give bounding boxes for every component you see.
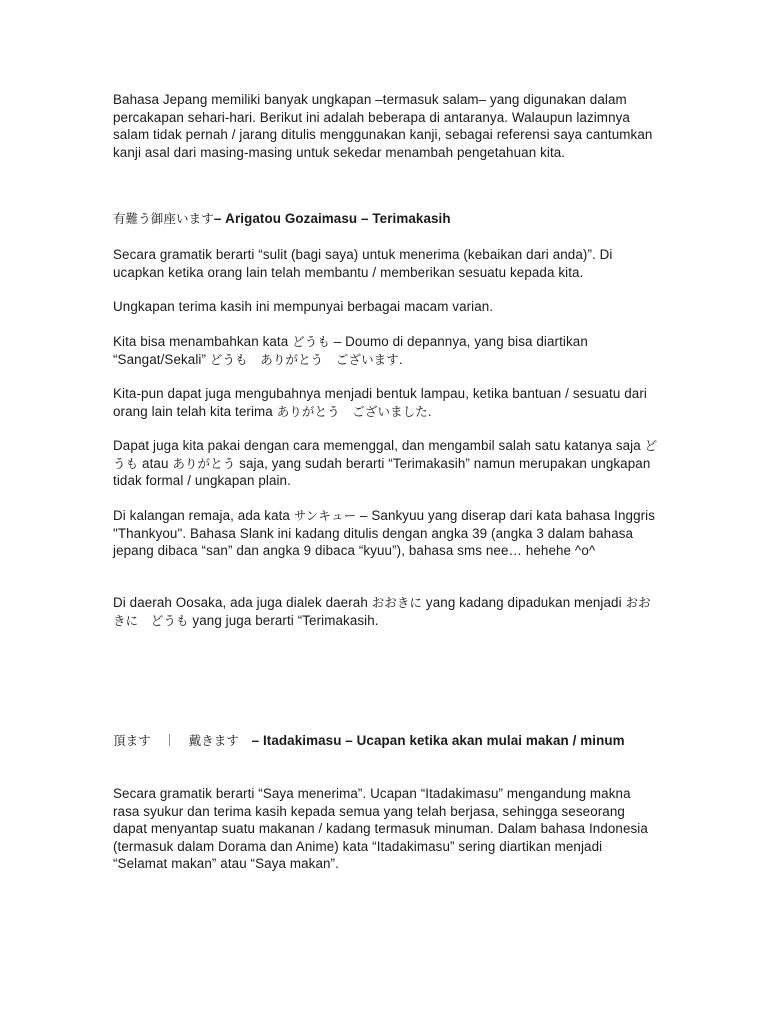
heading-title: – Itadakimasu – Ucapan ketika akan mulai makan / minum (251, 733, 625, 748)
paragraph-ookini (113, 594, 658, 629)
paragraph-doumo (113, 333, 658, 368)
paragraph-shortened (113, 437, 658, 490)
text-segment: Di kalangan remaja, ada kata (113, 508, 294, 523)
text-segment: . (427, 403, 432, 419)
paragraph-grammar-meaning: Secara gramatik berarti “sulit (bagi saya) untuk menerima (kebaikan dari anda)”. Di ucapkan ketika orang lain telah membantu / memberikan sesuatu kepada kita. (113, 247, 613, 280)
intro-paragraph: Bahasa Jepang memiliki banyak ungkapan –termasuk salam– yang digunakan dalam percakapan sehari-hari. Berikut ini adalah beberapa di antaranya. Walaupun lazimnya salam tidak pernah / jarang ditulis menggunakan kanji, sebagai referensi saya cantumkan kanji asal dari masing-masing untuk sekedar menambah pengetahuan kita. (113, 92, 653, 160)
japanese-text: おおきに (371, 595, 423, 610)
japanese-text: どうも ありがとう ございます (209, 351, 399, 367)
text-segment: Kita-pun dapat juga mengubahnya menjadi bentuk lampau, ketika bantuan / sesuatu dari orang lain telah kita terima (113, 386, 647, 419)
text-segment: atau (138, 455, 173, 471)
japanese-text: サンキュー (293, 508, 357, 523)
paragraph-variants: Ungkapan terima kasih ini mempunyai berbagai macam varian. (113, 299, 494, 314)
text-segment: saja, yang sudah berarti “Terimakasih” namun merupakan ungkapan tidak formal / ungkapan plain. (113, 455, 651, 489)
text-segment: Kita bisa menambahkan kata (113, 334, 293, 349)
japanese-text: どうも (292, 334, 330, 349)
text-segment: yang juga berarti “Terimakasih. (188, 612, 379, 628)
japanese-text: どうも (113, 438, 658, 471)
text-segment: yang kadang dipadukan menjadi (422, 595, 626, 610)
paragraph-itadakimasu-meaning: Secara gramatik berarti “Saya menerima”. Ucapan “Itadakimasu” mengandung makna rasa syukur dan terima kasih kepada semua yang telah berjasa, sehingga seseorang dapat menyantap suatu makanan / kadang termasuk minuman. Dalam bahasa Indonesia (termasuk dalam Dorama dan Anime) kata “Itadakimasu” sering diartikan menjadi “Selamat makan” atau “Saya makan”. (113, 786, 648, 872)
text-segment: Di daerah Oosaka, ada juga dialek daerah (113, 595, 372, 610)
text-segment: . (398, 351, 403, 367)
text-segment: – Sankyuu yang diserap dari kata bahasa Inggris "Thankyou". Bahasa Slank ini kadang ditulis dengan angka 39 (angka 3 dalam bahasa jepang dibaca “san” dan angka 9 dibaca “kyuu”), bahasa sms nee… hehehe ^o^ (113, 508, 656, 559)
text-segment: Dapat juga kita pakai dengan cara memenggal, dan mengambil salah satu katanya saja (113, 438, 645, 453)
paragraph-sankyuu (113, 507, 658, 560)
heading-kanji: 頂ます ｜ 戴きます (113, 733, 252, 748)
section-heading-itadakimasu (113, 732, 658, 750)
heading-kanji: 有難う御座います (113, 211, 214, 226)
japanese-text: おおきに どうも (113, 595, 651, 628)
section-heading-arigatou (113, 210, 658, 228)
japanese-text: ありがとう ございました (276, 403, 428, 419)
text-segment: – Doumo di depannya, yang bisa diartikan “Sangat/Sekali” (113, 334, 588, 367)
japanese-text: ありがとう (172, 455, 236, 471)
paragraph-past-form (113, 385, 658, 420)
heading-title: – Arigatou Gozaimasu – Terimakasih (213, 211, 451, 226)
